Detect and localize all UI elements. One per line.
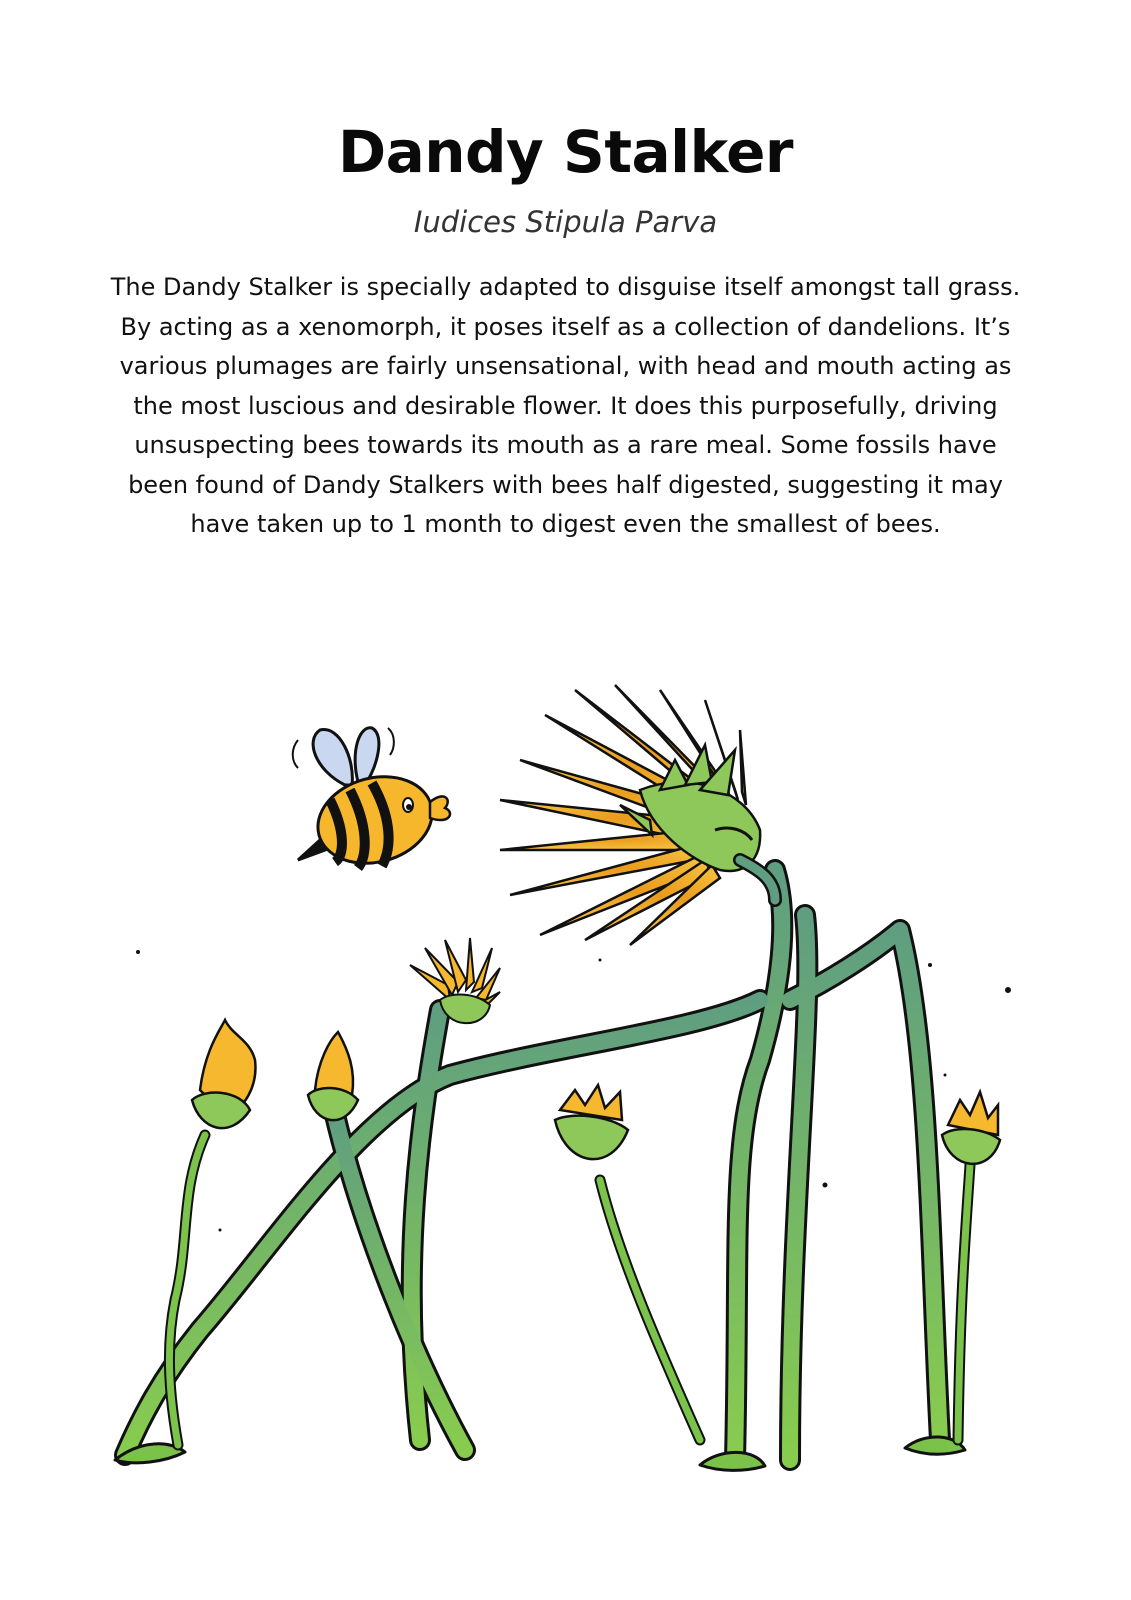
description-paragraph: The Dandy Stalker is specially adapted to disguise itself amongst tall grass. By acting as a xenomorph, it poses itself as a collection of dandelions. It’s various plumages are fairly unsensational, with head and mouth acting as the most luscious and desirable flower. It does this purposefully, driving unsuspecting bees towards its mouth as a rare meal. Some fossils have been found of Dandy Stalkers with bees half digested, suggesting it may have taken up to 1 month to digest even the smallest of bees. bbox=[110, 273, 1021, 538]
bud-center-right bbox=[555, 1085, 628, 1159]
scientific-name: Iudices Stipula Parva bbox=[413, 205, 718, 239]
dandy-stalker-illustration bbox=[0, 660, 1131, 1540]
page-title: Dandy Stalker bbox=[337, 118, 794, 186]
closed-bud-center-left bbox=[308, 1032, 358, 1120]
large-dandelion-head bbox=[500, 685, 775, 945]
bee bbox=[293, 728, 450, 876]
bud-right bbox=[942, 1092, 1000, 1164]
creature-stems bbox=[115, 870, 965, 1470]
side-stems bbox=[169, 1135, 970, 1445]
closed-bud-left bbox=[192, 1020, 255, 1128]
small-open-flower bbox=[410, 938, 500, 1023]
